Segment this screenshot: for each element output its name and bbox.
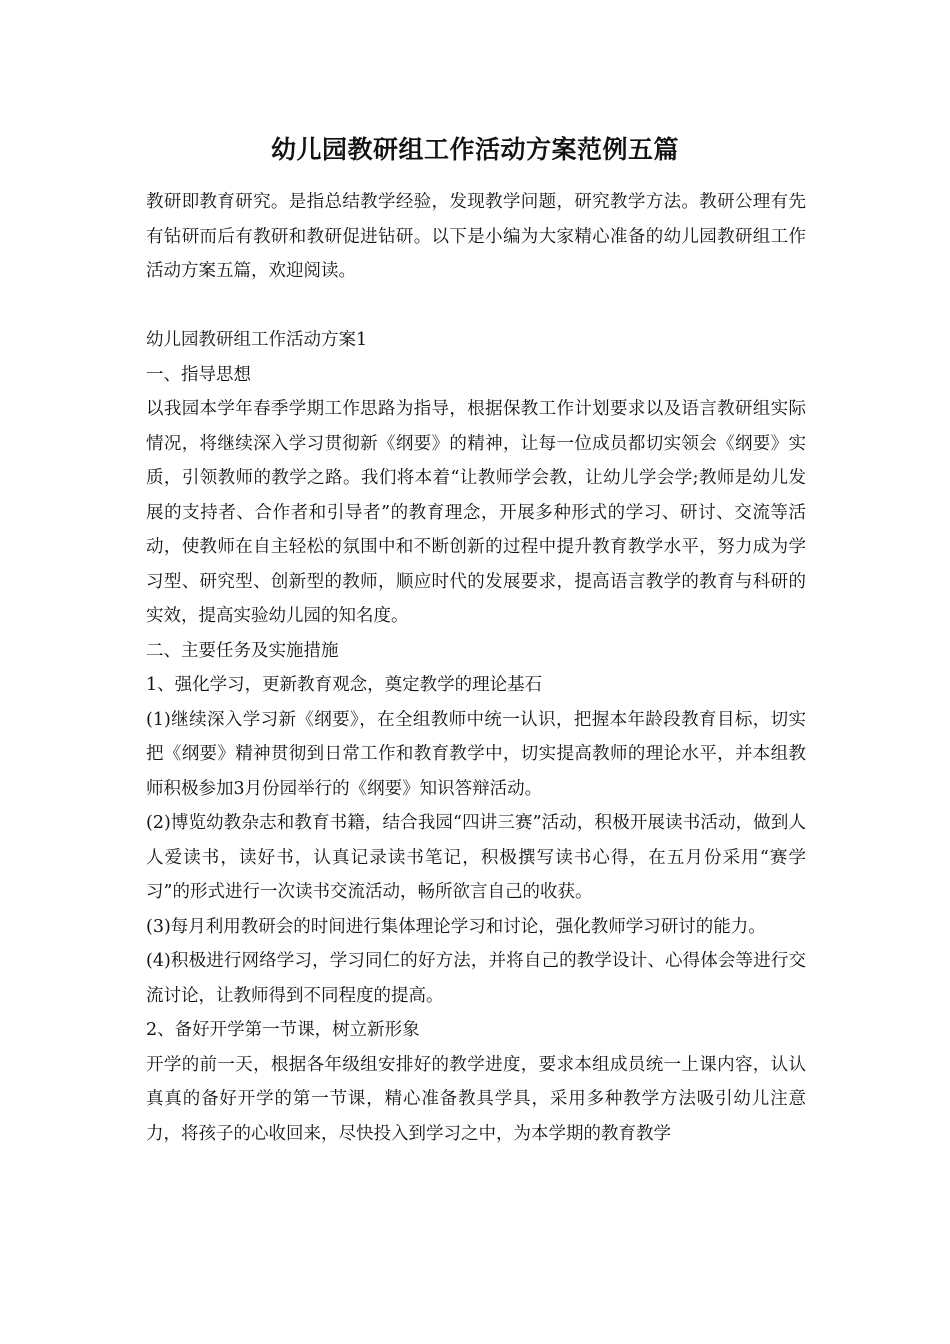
body-paragraph: (3)每月利用教研会的时间进行集体理论学习和讨论，强化教师学习研讨的能力。 [146,916,766,937]
body-paragraph: (1)继续深入学习新《纲要》，在全组教师中统一认识，把握本年龄段教育目标，切实把《纲要》精神贯彻到日常工作和教育教学中，切实提高教师的理论水平，并本组教师积极参加3月份园举行的《纲要》知识答辩活动。 [146,709,806,799]
subheading: 2、备好开学第一节课，树立新形象 [146,1020,420,1040]
body-paragraph: (2)博览幼教杂志和教育书籍，结合我园“四讲三赛”活动，积极开展读书活动，做到人人爱读书，读好书，认真记录读书笔记，积极撰写读书心得，在五月份采用“赛学习”的形式进行一次读书交流活动，畅所欲言自己的收获。 [146,813,806,902]
intro-paragraph: 教研即教育研究。是指总结教学经验，发现教学问题，研究教学方法。教研公理有先有钻研而后有教研和教研促进钻研。以下是小编为大家精心准备的幼儿园教研组工作活动方案五篇，欢迎阅读。 [146,192,806,281]
body-paragraph: (4)积极进行网络学习，学习同仁的好方法，并将自己的教学设计、心得体会等进行交流讨论，让教师得到不同程度的提高。 [146,951,806,1006]
document-body [146,185,806,1151]
body-paragraph: 开学的前一天，根据各年级组安排好的教学进度，要求本组成员统一上课内容，认认真真的备好开学的第一节课，精心准备教具学具，采用多种教学方法吸引幼儿注意力，将孩子的心收回来，尽快投入到学习之中，为本学期的教育教学 [146,1054,806,1144]
subheading: 二、主要任务及实施措施 [146,640,339,661]
document-title: 幼儿园教研组工作活动方案范例五篇 [270,135,679,164]
body-paragraph: 以我园本学年春季学期工作思路为指导，根据保教工作计划要求以及语言教研组实际情况，将继续深入学习贯彻新《纲要》的精神，让每一位成员都切实领会《纲要》实质，引领教师的教学之路。我们将本着“让教师学会教，让幼儿学会学;教师是幼儿发展的支持者、合作者和引导者”的教育理念，开展多种形式的学习、研讨、交流等活动，使教师在自主轻松的氛围中和不断创新的过程中提升教育教学水平，努力成为学习型、研究型、创新型的教师，顺应时代的发展要求，提高语言教学的教育与科研的实效，提高实验幼儿园的知名度。 [146,399,806,626]
subheading: 一、指导思想 [146,364,251,385]
section-heading: 幼儿园教研组工作活动方案1 [146,330,368,350]
subheading: 1、强化学习，更新教育观念，奠定教学的理论基石 [146,675,543,695]
